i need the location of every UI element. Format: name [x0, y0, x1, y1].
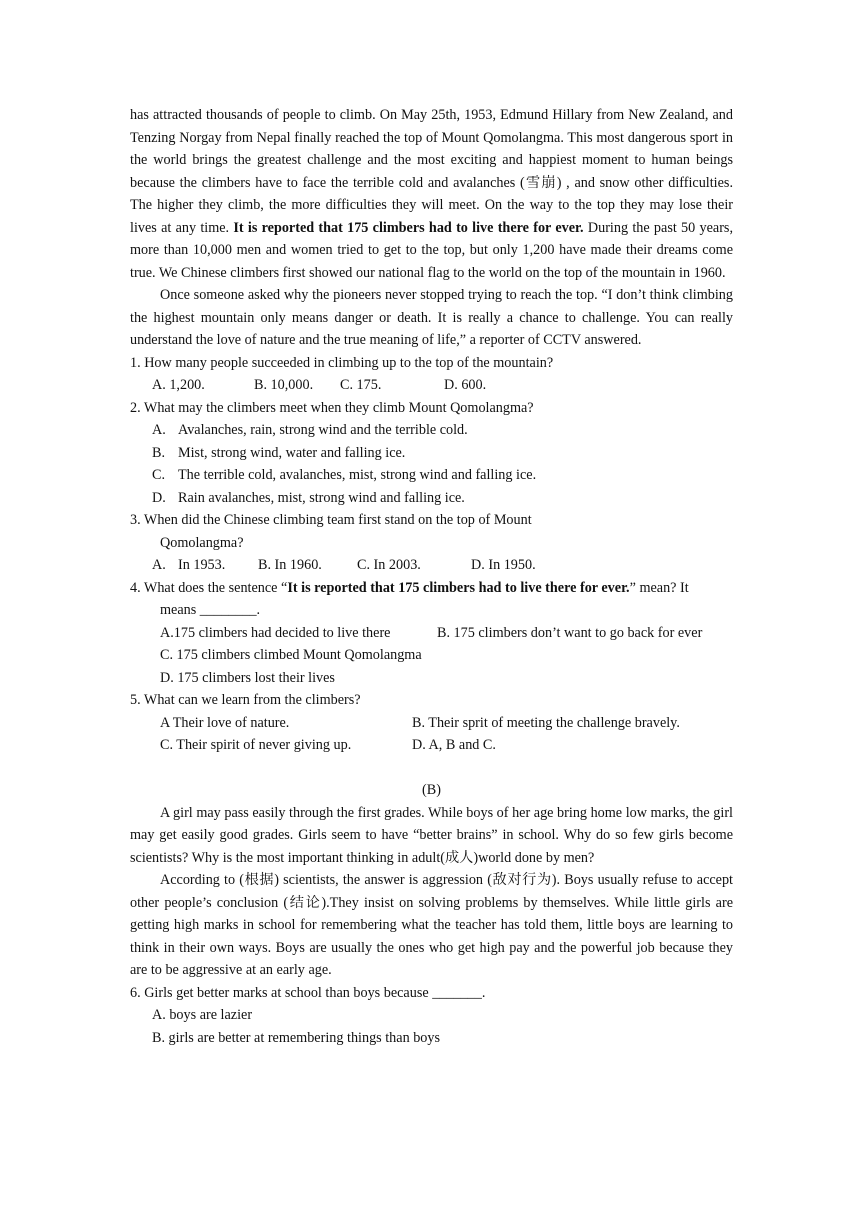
- question-stem: 6. Girls get better marks at school than boys because _______.: [130, 984, 486, 1001]
- option-c: C. Their spirit of never giving up.: [160, 737, 352, 753]
- option-a: A Their love of nature.: [160, 714, 290, 731]
- passage-b-heading: (B): [422, 782, 441, 798]
- question-2: [130, 397, 733, 510]
- question-3: [130, 509, 733, 577]
- option-d: D. 600.: [444, 377, 487, 393]
- option-b: B. Their sprit of meeting the challenge bravely.: [412, 714, 680, 731]
- options-row: [130, 712, 733, 735]
- question-4: [130, 577, 733, 690]
- question-stem-continued: Qomolangma?: [160, 534, 244, 551]
- option-d: D. A, B and C.: [412, 737, 496, 753]
- passage-b-paragraph-2: According to (根据) scientists, the answer is aggression (敌对行为). Boys usually refuse to accept other people’s conclusion (结论).They insist on solving problems by themselves. While little girls are getting high marks in school for remembering what the teacher has told them, little boys are learning to think in their own ways. Boys are usually the ones who get high pay and the powerful job because they are to be aggressive at an early age.: [130, 872, 733, 978]
- passage-a-paragraph-2: Once someone asked why the pioneers never stopped trying to reach the top. “I don’t think climbing the highest mountain only means danger or death. It is really a chance to challenge. You can really understand the love of nature and the true meaning of life,” a reporter of CCTV answered.: [130, 287, 733, 348]
- option-d: D. 175 climbers lost their lives: [160, 669, 335, 686]
- passage-b-paragraph-1: A girl may pass easily through the first grades. While boys of her age bring home low marks, the girl may get easily good grades. Girls seem to have “better brains” in school. Why do so few girls become scientists? Why is the most important thinking in adult(成人)world done by men?: [130, 804, 733, 866]
- option-d: D. Rain avalanches, mist, strong wind and falling ice.: [152, 489, 465, 506]
- question-stem: 4. What does the sentence “It is reported that 175 climbers had to live there for ever.” mean? It: [130, 579, 689, 596]
- option-b: B. Mist, strong wind, water and falling ice.: [152, 444, 406, 461]
- question-stem: 1. How many people succeeded in climbing up to the top of the mountain?: [130, 354, 554, 371]
- document-page: [130, 104, 733, 1049]
- option-a: A. boys are lazier: [152, 1007, 253, 1023]
- question-6: [130, 982, 733, 1050]
- question-1: [130, 352, 733, 397]
- options-row: [130, 622, 733, 645]
- option-c: C. The terrible cold, avalanches, mist, strong wind and falling ice.: [152, 467, 537, 483]
- question-stem: 5. What can we learn from the climbers?: [130, 692, 361, 708]
- options-row: [130, 734, 733, 757]
- question-stem: 2. What may the climbers meet when they climb Mount Qomolangma?: [130, 399, 534, 416]
- option-c: C. In 2003.: [357, 557, 421, 573]
- option-c: C. 175 climbers climbed Mount Qomolangma: [160, 647, 422, 663]
- option-b: B. 10,000.: [254, 377, 314, 393]
- highlighted-sentence: It is reported that 175 climbers had to live there for ever.: [233, 219, 584, 236]
- option-d: D. In 1950.: [471, 557, 536, 573]
- spacer: [130, 757, 733, 780]
- option-b: B. In 1960.: [258, 557, 322, 573]
- option-a: A. Avalanches, rain, strong wind and the terrible cold.: [152, 422, 468, 438]
- option-a: In 1953.: [178, 557, 226, 573]
- option-b: B. 175 climbers don’t want to go back for ever: [437, 624, 703, 641]
- options-row: A. In 1953. B. In 1960. C. In 2003. D. In 1950.: [130, 554, 733, 577]
- option-b: B. girls are better at remembering things than boys: [152, 1029, 441, 1046]
- option-a: A.175 climbers had decided to live there: [160, 624, 391, 641]
- options-row: [130, 374, 733, 397]
- question-stem: 3. When did the Chinese climbing team first stand on the top of Mount: [130, 512, 532, 528]
- passage-a-paragraph-1: has attracted thousands of people to climb. On May 25th, 1953, Edmund Hillary from New Zealand, and Tenzing Norgay from Nepal finally reached the top of Mount Qomolangma. This most dangerous sport in the world brings the greatest challenge and the most exciting and happiest moment to human beings because the climbers have to face the terrible cold and avalanches (雪崩) , and snow other difficulties. The higher they climb, the more difficulties they will meet. On the way to the top they may lose their lives at any time. It is reported that 175 climbers had to live there for ever. During the past 50 years, more than 10,000 men and women tried to get to the top, but only 1,200 have made their dreams come true. We Chinese climbers first showed our national flag to the world on the top of the mountain in 1960.: [130, 107, 733, 281]
- option-a: A. 1,200.: [152, 377, 205, 393]
- question-5: [130, 689, 733, 757]
- question-stem-continued: means ________.: [160, 602, 261, 618]
- option-c: C. 175.: [340, 377, 382, 393]
